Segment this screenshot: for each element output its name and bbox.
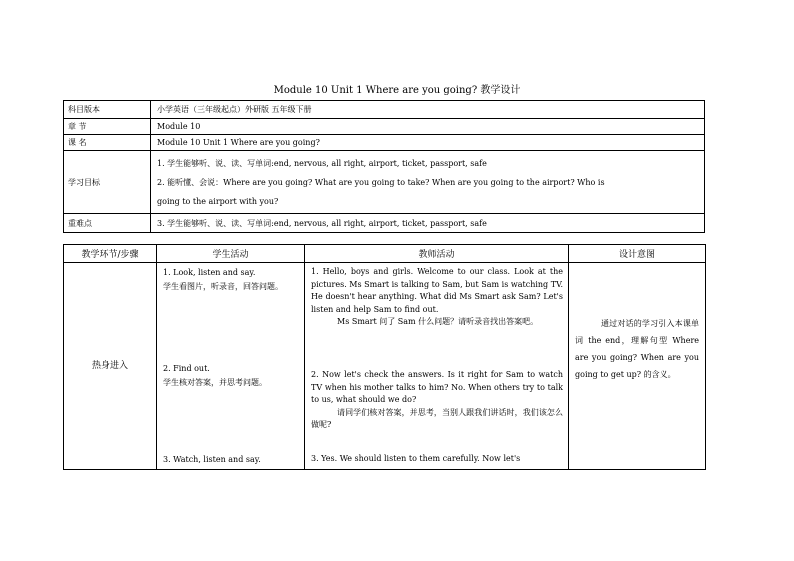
teacher-step-2-cn: 请同学们核对答案，并思考，当别人跟我们讲话时，我们该怎么做呢?: [311, 407, 563, 430]
student-item-2-title: 2. Find out.: [163, 364, 210, 373]
info-row-lesson: [64, 135, 705, 151]
teacher-step-3: [311, 453, 563, 466]
teacher-step-2: [311, 369, 563, 432]
student-item-2-text: 学生核对答案，并思考问题。: [163, 378, 267, 387]
header-stage: 教学环节/步骤: [64, 245, 157, 263]
cell-student-activity: [157, 263, 305, 470]
design-intent-text: 通过对话的学习引入本课单词 the end，理解句型 Where are you going? When are you going to get up? 的含义。: [575, 319, 699, 379]
course-info-table: [63, 100, 705, 233]
teacher-step-2-text: 2. Now let's check the answers. Is it right for Sam to watch TV when his mother talks to him? No. When others try to talk to us, what should we do?: [311, 370, 563, 405]
value-lesson: Module 10 Unit 1 Where are you going?: [151, 135, 705, 151]
value-chapter: Module 10: [151, 119, 705, 135]
teacher-step-1-cn: Ms Smart 问了 Sam 什么问题？请听录音找出答案吧。: [337, 317, 539, 327]
header-student-activity: 学生活动: [157, 245, 305, 263]
student-item-1: [163, 266, 300, 294]
info-row-objectives: [64, 151, 705, 214]
teacher-step-1: [311, 266, 563, 329]
document-title: Module 10 Unit 1 Where are you going? 教学设计: [273, 85, 521, 96]
teacher-step-3-text: 3. Yes. We should listen to them carefully. Now let's: [311, 454, 521, 463]
student-item-1-title: 1. Look, listen and say.: [163, 268, 256, 277]
activity-row-warmup: [64, 263, 706, 470]
cell-teacher-activity: [305, 263, 569, 470]
value-key-points: 3. 学生能够听、说、读、写单词:end, nervous, all right, airport, ticket, passport, safe: [151, 214, 705, 233]
objective-line-1: 1. 学生能够听、说、读、写单词:end, nervous, all right, airport, ticket, passport, safe: [157, 158, 487, 168]
header-teacher-activity: 教师活动: [305, 245, 569, 263]
teacher-step-1-text: 1. Hello, boys and girls. Welcome to our class. Look at the pictures. Ms Smart is talking to Sam, but Sam is watching TV. He doesn't hear anything. What did Ms Smart ask Sam? Let's listen and help Sam to find out.: [311, 267, 563, 314]
cell-design-intent: [569, 263, 706, 470]
label-chapter: 章 节: [64, 119, 151, 135]
label-objectives: 学习目标: [64, 151, 151, 214]
stage-name: 热身进入: [91, 360, 128, 371]
value-objectives: [151, 151, 705, 214]
value-subject-version: 小学英语（三年级起点）外研版 五年级下册: [151, 101, 705, 119]
teaching-activity-table: [63, 244, 706, 470]
label-subject-version: 科目版本: [64, 101, 151, 119]
info-row-key-points: [64, 214, 705, 233]
objective-line-2: 2. 能听懂、会说：Where are you going? What are you going to take? When are you going to the airport? Who is: [157, 177, 605, 187]
student-item-1-text: 学生看图片，听录音，回答问题。: [163, 282, 283, 291]
label-lesson: 课 名: [64, 135, 151, 151]
activity-header-row: [64, 245, 706, 263]
label-key-points: 重难点: [64, 214, 151, 233]
info-row-version: [64, 101, 705, 119]
cell-stage: [64, 263, 157, 470]
student-item-3-title: 3. Watch, listen and say.: [163, 455, 261, 464]
info-row-chapter: [64, 119, 705, 135]
student-item-2: [163, 362, 300, 390]
student-item-3: [163, 453, 300, 467]
objective-line-3: going to the airport with you?: [157, 196, 279, 206]
header-design-intent: 设计意图: [569, 245, 706, 263]
